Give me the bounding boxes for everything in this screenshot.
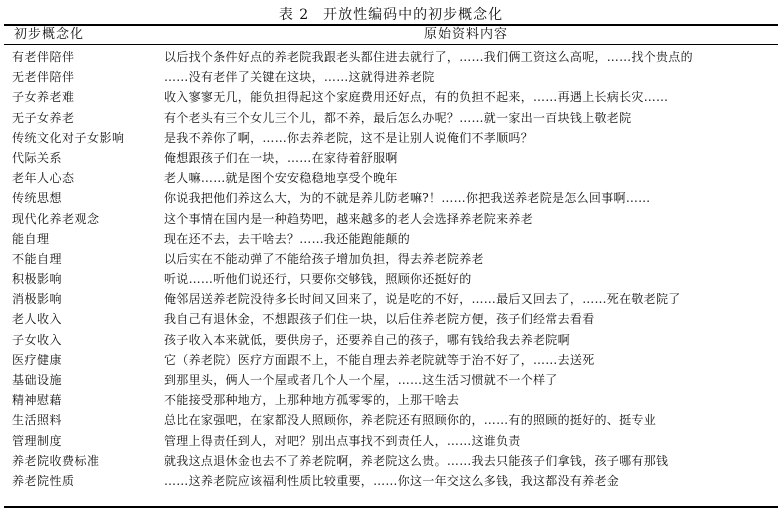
source-cell: 是我不养你了啊，……你去养老院，这不是让别人说俺们不孝顺吗？ (164, 130, 534, 145)
table-row (4, 289, 778, 309)
concept-cell: 管理制度 (12, 433, 63, 448)
concept-cell: 精神慰藉 (12, 393, 63, 408)
concept-cell: 有老伴陪伴 (12, 50, 75, 64)
table-row (4, 67, 778, 87)
table-row (4, 87, 778, 107)
table-row (4, 249, 778, 269)
source-cell: ……这养老院应该福利性质比较重要，……你这一年交这么多钱，我这都没有养老金 (164, 473, 620, 488)
source-cell: 孩子收入本来就低，要供房子，还要养自己的孩子，哪有钱给我去养老院啊 (164, 332, 570, 347)
concept-cell: 现代化养老观念 (12, 211, 100, 226)
table-caption (0, 6, 782, 24)
bottom-rule (4, 506, 778, 508)
source-cell: 以后实在不能动弹了不能给孩子增加负担，得去养老院养老 (164, 251, 484, 266)
source-cell: 就我这点退休金也去不了养老院啊，养老院这么贵。……我去只能孩子们拿钱，孩子哪有那钱 (164, 453, 669, 468)
concept-cell: 无子女养老 (12, 110, 75, 125)
concept-cell: 传统文化对子女影响 (12, 130, 125, 145)
source-cell: 俺邻居送养老院没待多长时间又回来了，说是吃的不好，……最后又回去了，……死在敬老院了 (164, 292, 681, 307)
table-header (4, 26, 778, 44)
header-source: 原始资料内容 (423, 27, 508, 42)
concept-cell: 老年人心态 (12, 171, 75, 186)
table-row (4, 128, 778, 148)
table-row (4, 108, 778, 128)
source-cell: 到那里头，俩人一个屋或者几个人一个屋，……这生活习惯就不一个样了 (164, 373, 558, 387)
concept-cell: 生活照料 (12, 413, 63, 428)
concept-cell: 传统思想 (12, 191, 63, 206)
table-title: 开放性编码中的初步概念化 (323, 7, 504, 23)
source-cell: 俺想跟孩子们在一块，……在家待着舒服啊 (164, 150, 398, 165)
concept-cell: 能自理 (12, 231, 50, 246)
source-cell: 老人嘛……就是图个安安稳稳地享受个晚年 (164, 171, 398, 186)
concept-cell: 代际关系 (12, 150, 63, 165)
concept-cell: 老人收入 (12, 312, 63, 327)
concept-cell: 消极影响 (12, 292, 63, 307)
table-row (4, 309, 778, 329)
source-cell: ……没有老伴了关键在这块，……这就得进养老院 (164, 70, 435, 85)
header-rule (4, 44, 778, 45)
table-row (4, 188, 778, 208)
source-cell: 听说……听他们说还行，只要你交够钱，照顾你还挺好的 (164, 272, 472, 287)
table-row (4, 148, 778, 168)
table-row (4, 229, 778, 249)
source-cell: 我自己有退休金，不想跟孩子们住一块，以后住养老院方便，孩子们经常去看看 (164, 312, 595, 327)
source-cell: 现在还不去，去干啥去？……我还能跑能颠的 (164, 231, 411, 246)
table-body (4, 47, 778, 491)
source-cell: 它（养老院）医疗方面跟不上，不能自理去养老院就等于治不好了，……去送死 (164, 352, 595, 367)
source-cell: 不能接受那种地方，上那种地方孤零零的，上那干啥去 (164, 393, 460, 408)
table-number: 表 2 (278, 7, 310, 23)
concept-cell: 基础设施 (12, 373, 63, 387)
table-row (4, 471, 778, 491)
source-cell: 收入寥寥无几，能负担得起这个家庭费用还好点，有的负担不起来，……再遇上长病长灾…… (164, 90, 669, 105)
concept-cell: 医疗健康 (12, 352, 63, 367)
concept-cell: 积极影响 (12, 272, 63, 287)
table-row (4, 370, 778, 390)
table-row (4, 390, 778, 410)
table-row (4, 330, 778, 350)
table-row (4, 410, 778, 430)
concept-cell: 不能自理 (12, 251, 63, 266)
source-cell: 管理上得责任到人，对吧？别出点事找不到责任人，……这谁负责 (164, 433, 521, 448)
concept-cell: 无老伴陪伴 (12, 70, 75, 85)
table-row (4, 269, 778, 289)
source-cell: 以后找个条件好点的养老院我跟老头都住进去就行了，……我们俩工资这么高呢，……找个贵点的 (164, 50, 693, 64)
source-cell: 总比在家强吧，在家都没人照顾你，养老院还有照顾你的，……有的照顾的挺好的、挺专业 (164, 413, 657, 428)
table-row (4, 350, 778, 370)
table-row (4, 431, 778, 451)
table-row (4, 47, 778, 67)
table-row (4, 168, 778, 188)
header-concept: 初步概念化 (14, 27, 85, 42)
concept-cell: 子女收入 (12, 332, 63, 347)
concept-cell: 养老院性质 (12, 473, 75, 488)
source-cell: 有个老头有三个女儿三个儿，都不养，最后怎么办呢？……就一家出一百块钱上敬老院 (164, 110, 632, 125)
source-cell: 你说我把他们养这么大，为的不就是养儿防老嘛?！……你把我送养老院是怎么回事啊…… (164, 191, 651, 206)
concept-cell: 子女养老难 (12, 90, 75, 105)
concept-cell: 养老院收费标准 (12, 453, 100, 468)
table-row (4, 451, 778, 471)
table-row (4, 209, 778, 229)
source-cell: 这个事情在国内是一种趋势吧，越来越多的老人会选择养老院来养老 (164, 211, 534, 226)
